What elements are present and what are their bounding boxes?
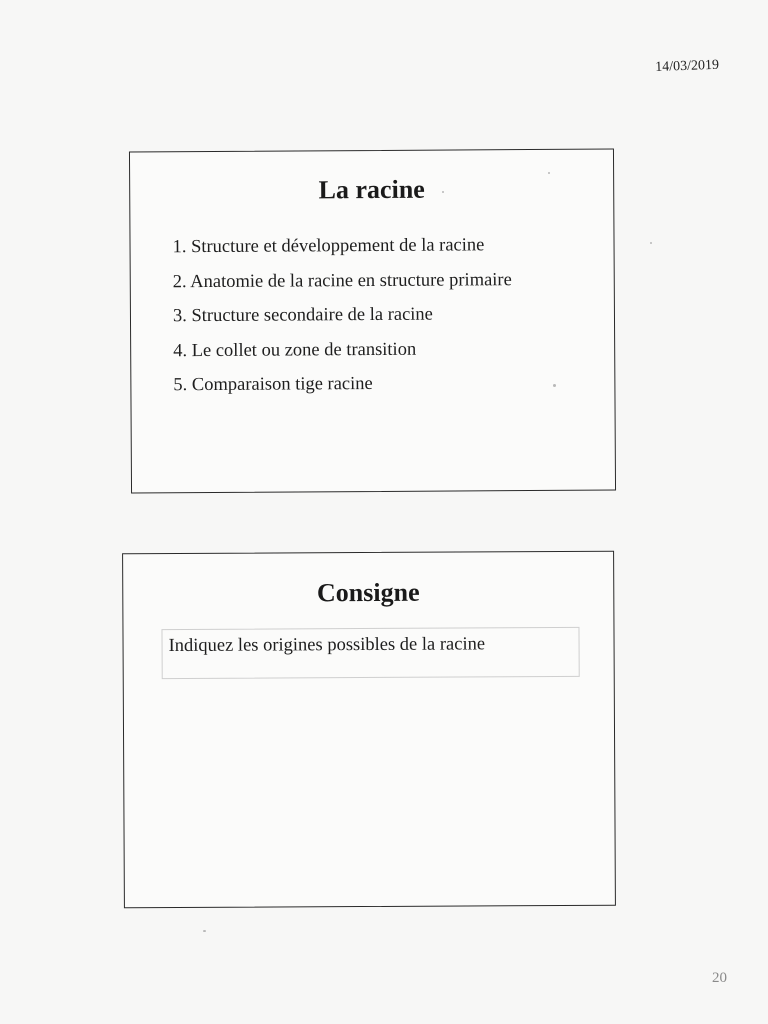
- toc-item-4: 4. Le collet ou zone de transition: [173, 339, 417, 361]
- toc-item-2: 2. Anatomie de la racine en structure primaire: [172, 269, 512, 292]
- toc-item-3: 3. Structure secondaire de la racine: [172, 304, 433, 327]
- scan-speck: [548, 172, 550, 174]
- toc-item-5: 5. Comparaison tige racine: [173, 374, 373, 396]
- slide-consigne: [122, 551, 616, 909]
- slide-title: Consigne: [316, 577, 420, 608]
- slide-la-racine: [129, 149, 616, 494]
- scan-speck: [553, 384, 556, 387]
- slide-title: La racine: [318, 174, 425, 205]
- instruction-text: Indiquez les origines possibles de la racine: [161, 627, 579, 679]
- scan-speck: [650, 242, 652, 244]
- scan-speck: [442, 191, 444, 193]
- print-date: 14/03/2019: [655, 57, 720, 75]
- page-number: 20: [712, 970, 727, 986]
- table-of-contents: [172, 228, 512, 403]
- toc-item-1: 1. Structure et développement de la racine: [172, 235, 485, 258]
- scan-speck: [203, 930, 206, 932]
